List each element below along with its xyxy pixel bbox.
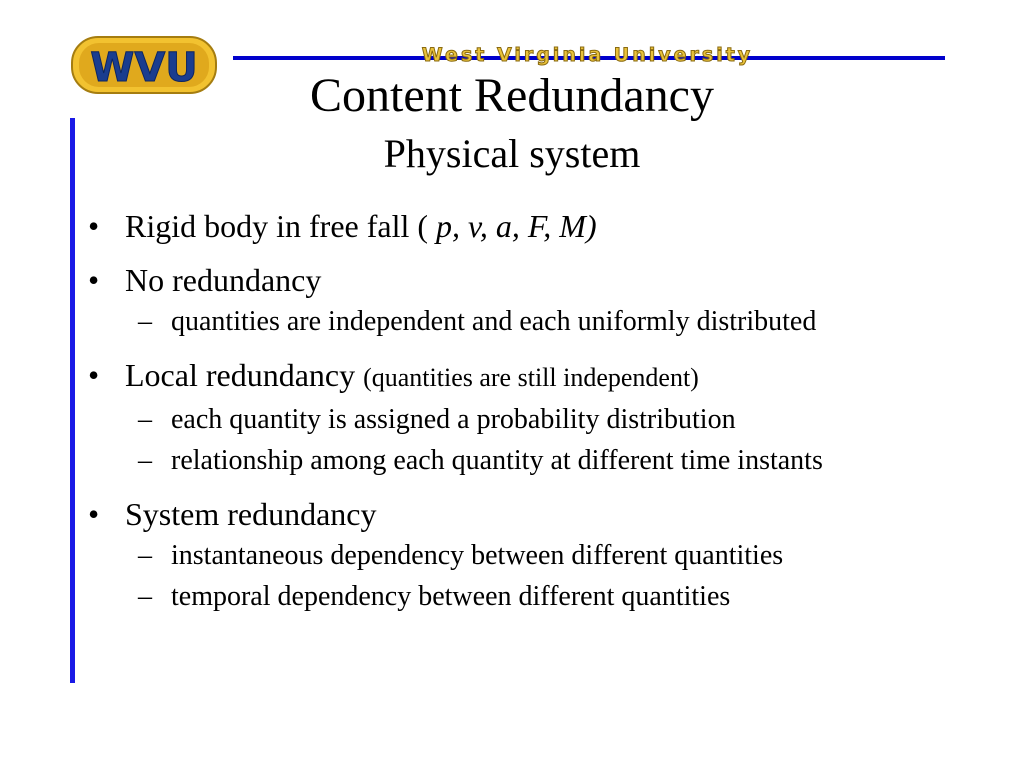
sub-bullet	[88, 404, 988, 435]
university-wordmark: West Virginia University	[421, 44, 754, 66]
sub-bullet	[88, 581, 988, 612]
logo-text: WVU	[90, 45, 198, 91]
sub-bullet-text: quantities are independent and each uniformly distributed	[171, 306, 817, 337]
sub-bullet-text: instantaneous dependency between different quantities	[171, 540, 784, 571]
bullet-italic-quantities: p, v, a, F, M)	[436, 208, 597, 244]
bullet-note: (quantities are still independent)	[363, 363, 699, 392]
bullet-local-redundancy	[88, 355, 988, 398]
sub-bullet	[88, 540, 988, 571]
dash-glyph: –	[138, 306, 152, 337]
bullet-glyph: •	[88, 496, 100, 532]
sub-bullet-text: temporal dependency between different quantities	[171, 581, 731, 612]
bullet-text: No redundancy	[125, 262, 322, 298]
side-accent-bar	[70, 118, 75, 683]
slide-content	[88, 206, 988, 622]
bullet-glyph: •	[88, 262, 100, 298]
dash-glyph: –	[138, 540, 152, 571]
dash-glyph: –	[138, 404, 152, 435]
bullet-no-redundancy	[88, 260, 988, 300]
bullet-rigid-body	[88, 206, 988, 246]
sub-bullet-text: relationship among each quantity at different time instants	[171, 445, 823, 476]
sub-bullet	[88, 445, 891, 476]
bullet-text: Rigid body in free fall (	[125, 208, 437, 244]
bullet-text: System redundancy	[125, 496, 377, 532]
sub-bullet-text: each quantity is assigned a probability distribution	[171, 404, 736, 435]
bullet-system-redundancy	[88, 494, 988, 534]
bullet-glyph: •	[88, 208, 100, 244]
slide-title: Content Redundancy	[310, 69, 714, 122]
slide-subtitle: Physical system	[383, 131, 641, 176]
bullet-text: Local redundancy	[125, 357, 356, 393]
sub-bullet	[88, 306, 988, 337]
dash-glyph: –	[138, 445, 152, 476]
dash-glyph: –	[138, 581, 152, 612]
bullet-glyph: •	[88, 357, 100, 393]
